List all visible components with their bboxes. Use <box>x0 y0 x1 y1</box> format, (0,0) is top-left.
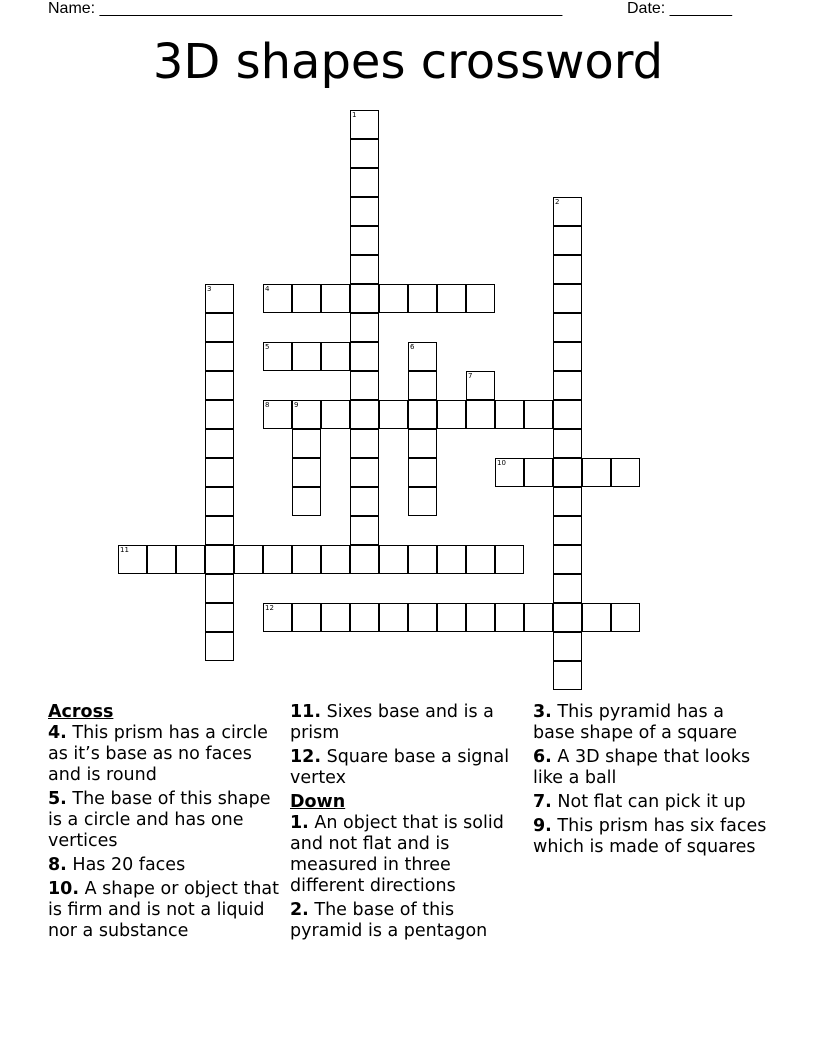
crossword-cell[interactable] <box>553 487 582 516</box>
clue-number: 10. <box>48 879 80 899</box>
clue-number-label: 2 <box>555 198 560 206</box>
clues-column-3 <box>533 702 769 861</box>
crossword-cell[interactable] <box>292 545 321 574</box>
crossword-cell[interactable] <box>408 400 437 429</box>
crossword-cell[interactable] <box>205 284 234 313</box>
crossword-cell[interactable] <box>553 516 582 545</box>
crossword-cell[interactable] <box>466 284 495 313</box>
clue-number: 5. <box>48 789 67 809</box>
crossword-cell[interactable] <box>263 545 292 574</box>
crossword-cell[interactable] <box>350 284 379 313</box>
crossword-cell[interactable] <box>379 545 408 574</box>
crossword-cell[interactable] <box>292 342 321 371</box>
crossword-cell[interactable] <box>350 226 379 255</box>
crossword-cell[interactable] <box>408 371 437 400</box>
clue-item <box>48 879 284 942</box>
crossword-cell[interactable] <box>379 603 408 632</box>
clue-number: 7. <box>533 792 552 812</box>
clue-item <box>533 816 769 858</box>
crossword-cell[interactable] <box>205 400 234 429</box>
crossword-cell[interactable] <box>292 487 321 516</box>
clue-number: 3. <box>533 702 552 722</box>
crossword-cell[interactable] <box>350 255 379 284</box>
clue-number-label: 10 <box>497 459 506 467</box>
clue-section-heading: Across <box>48 702 114 722</box>
crossword-cell[interactable] <box>205 603 234 632</box>
crossword-cell[interactable] <box>582 458 611 487</box>
crossword-cell[interactable] <box>611 603 640 632</box>
crossword-cell[interactable] <box>553 603 582 632</box>
crossword-cell[interactable] <box>408 603 437 632</box>
clue-item <box>290 702 526 744</box>
crossword-cell[interactable] <box>263 284 292 313</box>
clue-text: An object that is solid and not flat and is measured in three different directions <box>290 813 504 896</box>
crossword-cell[interactable] <box>321 603 350 632</box>
crossword-cell[interactable] <box>553 545 582 574</box>
crossword-cell[interactable] <box>234 545 263 574</box>
crossword-cell[interactable] <box>553 226 582 255</box>
clue-number: 9. <box>533 816 552 836</box>
crossword-cell[interactable] <box>379 284 408 313</box>
clue-number-label: 5 <box>265 343 270 351</box>
crossword-cell[interactable] <box>350 139 379 168</box>
crossword-cell[interactable] <box>263 342 292 371</box>
crossword-cell[interactable] <box>553 255 582 284</box>
crossword-cell[interactable] <box>292 603 321 632</box>
crossword-cell[interactable] <box>350 516 379 545</box>
crossword-cell[interactable] <box>553 284 582 313</box>
crossword-cell[interactable] <box>466 603 495 632</box>
crossword-cell[interactable] <box>408 342 437 371</box>
crossword-cell[interactable] <box>263 603 292 632</box>
crossword-cell[interactable] <box>379 400 408 429</box>
clue-number-label: 1 <box>352 111 357 119</box>
crossword-cell[interactable] <box>205 545 234 574</box>
crossword-cell[interactable] <box>524 458 553 487</box>
clue-number-label: 9 <box>294 401 299 409</box>
clue-item <box>48 789 284 852</box>
clue-number-label: 7 <box>468 372 473 380</box>
crossword-cell[interactable] <box>350 429 379 458</box>
clue-item <box>290 813 526 897</box>
crossword-cell[interactable] <box>466 371 495 400</box>
crossword-cell[interactable] <box>553 197 582 226</box>
crossword-cell[interactable] <box>205 458 234 487</box>
crossword-cell[interactable] <box>205 487 234 516</box>
clues-column-2 <box>290 702 526 945</box>
crossword-cell[interactable] <box>176 545 205 574</box>
clue-item <box>533 792 769 813</box>
crossword-cell[interactable] <box>466 545 495 574</box>
crossword-cell[interactable] <box>408 487 437 516</box>
clue-text: A shape or object that is firm and is not a liquid nor a substance <box>48 879 279 941</box>
crossword-cell[interactable] <box>553 632 582 661</box>
crossword-cell[interactable] <box>321 284 350 313</box>
clue-number-label: 11 <box>120 546 129 554</box>
clue-number-label: 8 <box>265 401 270 409</box>
clue-item <box>48 723 284 786</box>
clue-number: 1. <box>290 813 309 833</box>
clue-text: This prism has a circle as it’s base as no faces and is round <box>48 723 268 785</box>
crossword-cell[interactable] <box>292 284 321 313</box>
crossword-cell[interactable] <box>553 371 582 400</box>
crossword-cell[interactable] <box>350 197 379 226</box>
crossword-cell[interactable] <box>321 400 350 429</box>
date-field-label: Date: _______ <box>627 0 732 17</box>
clue-item <box>290 747 526 789</box>
crossword-cell[interactable] <box>350 400 379 429</box>
crossword-cell[interactable] <box>350 313 379 342</box>
clue-section-heading: Down <box>290 792 346 812</box>
crossword-cell[interactable] <box>437 284 466 313</box>
clue-text: This prism has six faces which is made of squares <box>533 816 767 857</box>
crossword-cell[interactable] <box>321 342 350 371</box>
crossword-cell[interactable] <box>408 458 437 487</box>
clue-text: Not flat can pick it up <box>557 792 746 812</box>
clue-text: Has 20 faces <box>72 855 186 875</box>
crossword-cell[interactable] <box>118 545 147 574</box>
clue-number-label: 12 <box>265 604 274 612</box>
crossword-cell[interactable] <box>553 400 582 429</box>
name-field-label: Name: ____________________________________________________ <box>48 0 563 17</box>
crossword-cell[interactable] <box>292 458 321 487</box>
crossword-cell[interactable] <box>205 574 234 603</box>
crossword-cell[interactable] <box>553 313 582 342</box>
crossword-cell[interactable] <box>408 284 437 313</box>
clue-text: The base of this shape is a circle and has one vertices <box>48 789 271 851</box>
clue-number-label: 6 <box>410 343 415 351</box>
crossword-cell[interactable] <box>321 545 350 574</box>
crossword-cell[interactable] <box>437 603 466 632</box>
crossword-cell[interactable] <box>611 458 640 487</box>
crossword-cell[interactable] <box>408 429 437 458</box>
crossword-cell[interactable] <box>147 545 176 574</box>
crossword-cell[interactable] <box>408 545 437 574</box>
crossword-cell[interactable] <box>524 603 553 632</box>
clue-text: This pyramid has a base shape of a square <box>533 702 737 743</box>
clue-item <box>533 702 769 744</box>
clue-number-label: 3 <box>207 285 212 293</box>
crossword-cell[interactable] <box>495 603 524 632</box>
crossword-cell[interactable] <box>205 429 234 458</box>
clue-number: 11. <box>290 702 322 722</box>
crossword-cell[interactable] <box>495 400 524 429</box>
crossword-cell[interactable] <box>205 516 234 545</box>
crossword-cell[interactable] <box>263 400 292 429</box>
crossword-cell[interactable] <box>350 545 379 574</box>
crossword-cell[interactable] <box>350 168 379 197</box>
crossword-cell[interactable] <box>350 487 379 516</box>
crossword-cell[interactable] <box>553 458 582 487</box>
crossword-cell[interactable] <box>350 458 379 487</box>
clue-number: 4. <box>48 723 67 743</box>
clues-column-1 <box>48 702 284 945</box>
clue-item <box>290 900 526 942</box>
crossword-cell[interactable] <box>205 342 234 371</box>
clue-item <box>48 855 284 876</box>
clue-number: 2. <box>290 900 309 920</box>
crossword-cell[interactable] <box>205 371 234 400</box>
crossword-cell[interactable] <box>350 603 379 632</box>
clue-number: 8. <box>48 855 67 875</box>
clue-text: Sixes base and is a prism <box>290 702 494 743</box>
crossword-cell[interactable] <box>350 371 379 400</box>
crossword-cell[interactable] <box>553 574 582 603</box>
crossword-cell[interactable] <box>495 545 524 574</box>
crossword-cell[interactable] <box>437 400 466 429</box>
crossword-cell[interactable] <box>553 661 582 690</box>
crossword-cell[interactable] <box>292 400 321 429</box>
crossword-cell[interactable] <box>292 429 321 458</box>
crossword-cell[interactable] <box>495 458 524 487</box>
clue-text: A 3D shape that looks like a ball <box>533 747 751 788</box>
clue-number-label: 4 <box>265 285 270 293</box>
crossword-cell[interactable] <box>437 545 466 574</box>
clue-text: Square base a signal vertex <box>290 747 510 788</box>
crossword-cell[interactable] <box>466 400 495 429</box>
clue-number: 6. <box>533 747 552 767</box>
crossword-cell[interactable] <box>205 313 234 342</box>
crossword-cell[interactable] <box>350 110 379 139</box>
clue-number: 12. <box>290 747 322 767</box>
crossword-cell[interactable] <box>553 429 582 458</box>
clue-text: The base of this pyramid is a pentagon <box>290 900 488 941</box>
crossword-cell[interactable] <box>524 400 553 429</box>
crossword-cell[interactable] <box>582 603 611 632</box>
crossword-cell[interactable] <box>553 342 582 371</box>
crossword-cell[interactable] <box>205 632 234 661</box>
crossword-cell[interactable] <box>350 342 379 371</box>
clue-item <box>533 747 769 789</box>
page-title: 3D shapes crossword <box>152 34 664 90</box>
